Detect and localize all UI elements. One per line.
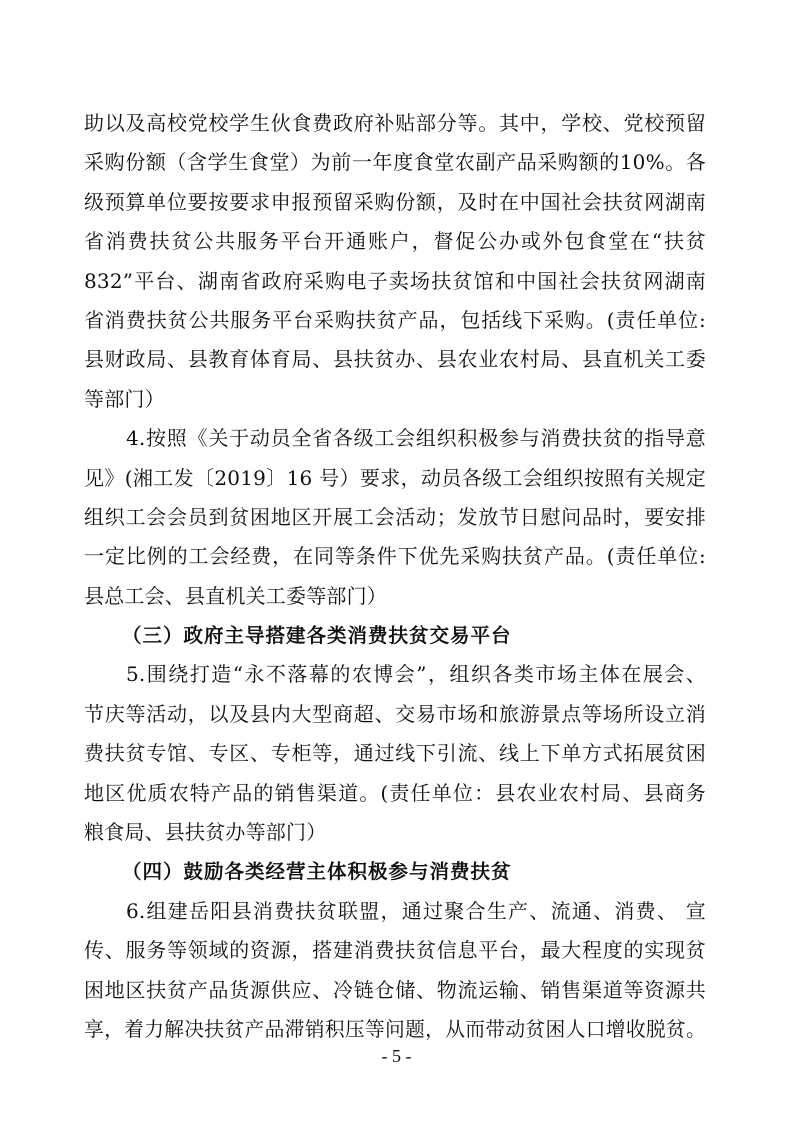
text-line: 省消费扶贫公共服务平台采购扶贫产品，包括线下采购。(责任单位: <box>84 307 706 332</box>
text-line: 一定比例的工会经费，在同等条件下优先采购扶贫产品。(责任单位: <box>84 544 706 569</box>
text-line: 享，着力解决扶贫产品滞销积压等问题，从而带动贫困人口增收脱贫。 <box>84 1017 706 1041</box>
text-line: 等部门） <box>84 386 165 411</box>
text-line: 6.组建岳阳县消费扶贫联盟，通过聚合生产、流通、消费、 宣 <box>126 898 706 923</box>
text-line: 助以及高校党校学生伙食费政府补贴部分等。其中，学校、党校预留 <box>84 111 706 135</box>
text-line: 费扶贫专馆、专区、专柜等，通过线下引流、线上下单方式拓展贫困 <box>84 741 706 766</box>
text-line: 县财政局、县教育体育局、县扶贫办、县农业农村局、县直机关工委 <box>84 347 706 372</box>
text-line: 5.围绕打造“永不落幕的农博会”，组织各类市场主体在展会、 <box>126 662 706 687</box>
text-line: 采购份额（含学生食堂）为前一年度食堂农副产品采购额的10%。各 <box>84 150 706 175</box>
text-line: 省消费扶贫公共服务平台开通账户，督促公办或外包食堂在“扶贫 <box>84 229 706 254</box>
text-line: 级预算单位要按要求申报预留采购份额，及时在中国社会扶贫网湖南 <box>84 189 706 214</box>
text-line: 粮食局、县扶贫办等部门） <box>84 820 327 845</box>
page-number: - 5 - <box>381 1046 412 1066</box>
section-heading: （四）鼓励各类经营主体积极参与消费扶贫 <box>122 860 512 884</box>
text-line: 832”平台、湖南省政府采购电子卖场扶贫馆和中国社会扶贫网湖南 <box>84 268 706 293</box>
document-body <box>84 104 706 1049</box>
text-line: 地区优质农特产品的销售渠道。(责任单位：县农业农村局、县商务 <box>84 780 706 805</box>
text-line: 传、服务等领域的资源，搭建消费扶贫信息平台，最大程度的实现贫 <box>84 938 706 963</box>
text-line: 县总工会、县直机关工委等部门） <box>84 583 387 608</box>
text-line: 困地区扶贫产品货源供应、冷链仓储、物流运输、销售渠道等资源共 <box>84 977 706 1002</box>
text-line: 4.按照《关于动员全省各级工会组织积极参与消费扶贫的指导意 <box>126 426 706 451</box>
text-line: 组织工会会员到贫困地区开展工会活动；发放节日慰问品时，要安排 <box>84 504 706 529</box>
text-line: 节庆等活动，以及县内大型商超、交易市场和旅游景点等场所设立消 <box>84 701 706 726</box>
text-line: 见》(湘工发〔2019〕16 号）要求，动员各级工会组织按照有关规定 <box>84 465 706 490</box>
section-heading: （三）政府主导搭建各类消费扶贫交易平台 <box>122 624 512 648</box>
